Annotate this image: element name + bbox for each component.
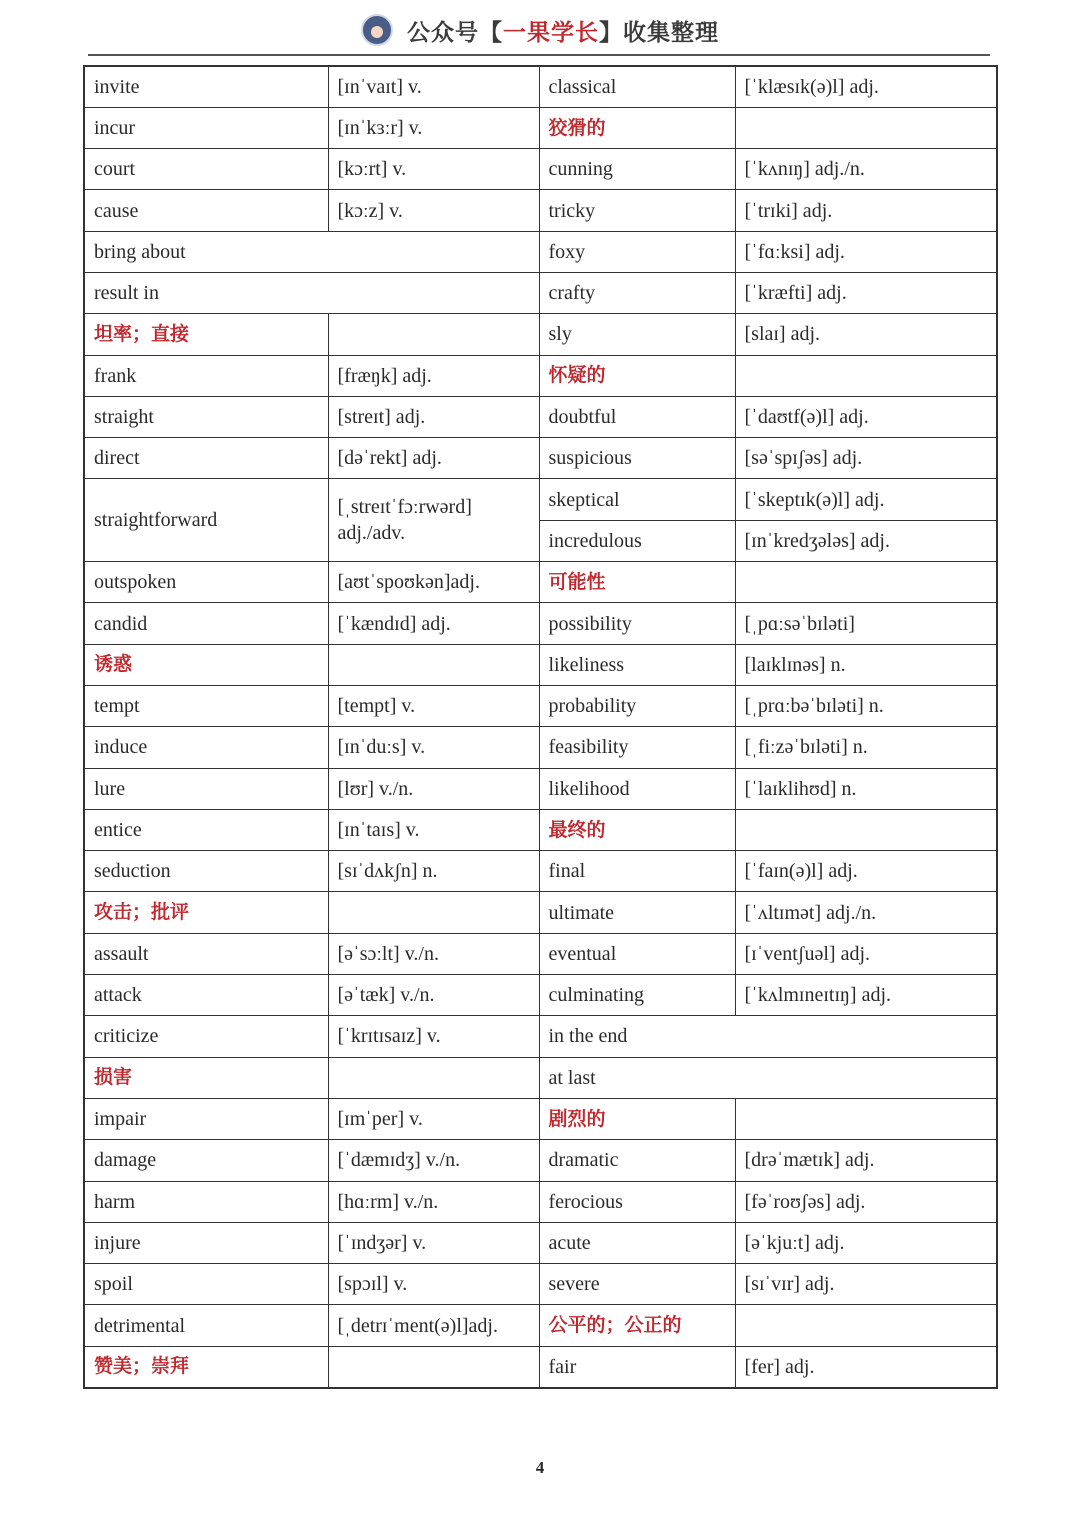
page-header <box>0 10 1080 50</box>
table-cell: ferocious <box>539 1181 735 1222</box>
table-row <box>84 1305 997 1346</box>
table-row <box>84 149 997 190</box>
table-cell: [ˈfaɪn(ə)l] adj. <box>735 851 997 892</box>
category-heading: 最终的 <box>539 809 735 850</box>
table-cell: incur <box>84 107 328 148</box>
table-row <box>84 1140 997 1181</box>
table-cell <box>328 644 539 685</box>
table-cell: final <box>539 851 735 892</box>
table-cell: straight <box>84 396 328 437</box>
table-row <box>84 272 997 313</box>
header-divider <box>88 54 990 56</box>
table-cell: [ˌprɑːbəˈbɪləti] n. <box>735 685 997 726</box>
category-heading: 狡猾的 <box>539 107 735 148</box>
table-cell: severe <box>539 1264 735 1305</box>
table-cell: [ɪnˈkredʒələs] adj. <box>735 520 997 561</box>
table-cell: induce <box>84 727 328 768</box>
table-cell: [ˈɪndʒər] v. <box>328 1222 539 1263</box>
category-heading: 诱惑 <box>84 644 328 685</box>
table-cell: detrimental <box>84 1305 328 1346</box>
table-cell: [aʊtˈspoʊkən]adj. <box>328 562 539 603</box>
table-cell: [ˈkræfti] adj. <box>735 272 997 313</box>
header-prefix: 公众号【 <box>407 19 503 46</box>
table-cell: [fəˈroʊʃəs] adj. <box>735 1181 997 1222</box>
table-row <box>84 975 997 1016</box>
table-cell: [lʊr] v./n. <box>328 768 539 809</box>
category-heading: 攻击；批评 <box>84 892 328 933</box>
table-cell: incredulous <box>539 520 735 561</box>
table-cell: entice <box>84 809 328 850</box>
table-cell: [drəˈmætɪk] adj. <box>735 1140 997 1181</box>
table-cell: [sɪˈvɪr] adj. <box>735 1264 997 1305</box>
table-cell: direct <box>84 438 328 479</box>
table-cell: likelihood <box>539 768 735 809</box>
category-heading: 赞美；崇拜 <box>84 1346 328 1387</box>
table-cell: [ˈlaɪklihʊd] n. <box>735 768 997 809</box>
table-cell: [ɪmˈper] v. <box>328 1098 539 1139</box>
category-heading: 怀疑的 <box>539 355 735 396</box>
table-cell: [dəˈrekt] adj. <box>328 438 539 479</box>
table-cell: [spɔɪl] v. <box>328 1264 539 1305</box>
vocabulary-table <box>83 65 998 1389</box>
table-row <box>84 809 997 850</box>
table-cell: lure <box>84 768 328 809</box>
table-cell: fair <box>539 1346 735 1387</box>
table-cell: [ˈfɑːksi] adj. <box>735 231 997 272</box>
table-cell: injure <box>84 1222 328 1263</box>
table-cell: [əˈtæk] v./n. <box>328 975 539 1016</box>
table-cell: bring about <box>84 231 539 272</box>
table-row <box>84 438 997 479</box>
header-brand: 一果学长 <box>503 19 599 46</box>
table-row <box>84 933 997 974</box>
table-row <box>84 685 997 726</box>
table-cell: feasibility <box>539 727 735 768</box>
table-cell: culminating <box>539 975 735 1016</box>
table-cell: [streɪt] adj. <box>328 396 539 437</box>
table-cell: [ˌstreɪtˈfɔːrwərd] adj./adv. <box>328 479 539 562</box>
table-row <box>84 727 997 768</box>
table-cell: [sɪˈdʌkʃn] n. <box>328 851 539 892</box>
table-cell: [tempt] v. <box>328 685 539 726</box>
table-cell: doubtful <box>539 396 735 437</box>
table-row <box>84 603 997 644</box>
table-cell: outspoken <box>84 562 328 603</box>
table-row <box>84 768 997 809</box>
table-cell: ultimate <box>539 892 735 933</box>
table-cell: tempt <box>84 685 328 726</box>
table-cell: crafty <box>539 272 735 313</box>
table-cell: [ˈdaʊtf(ə)l] adj. <box>735 396 997 437</box>
table-cell <box>735 562 997 603</box>
table-cell: criticize <box>84 1016 328 1057</box>
table-cell: straightforward <box>84 479 328 562</box>
table-cell <box>328 1057 539 1098</box>
table-cell: spoil <box>84 1264 328 1305</box>
table-cell: harm <box>84 1181 328 1222</box>
table-cell: [fræŋk] adj. <box>328 355 539 396</box>
table-cell: [ɪnˈduːs] v. <box>328 727 539 768</box>
table-row <box>84 851 997 892</box>
avatar-cartoon-icon <box>361 14 393 46</box>
table-cell: [ˈklæsɪk(ə)l] adj. <box>735 66 997 107</box>
table-row <box>84 1264 997 1305</box>
table-cell: sly <box>539 314 735 355</box>
table-cell <box>328 1346 539 1387</box>
page-number: 4 <box>535 1458 545 1477</box>
table-cell: [ˈkʌnɪŋ] adj./n. <box>735 149 997 190</box>
table-cell: cause <box>84 190 328 231</box>
table-cell: assault <box>84 933 328 974</box>
table-cell: [ˈskeptɪk(ə)l] adj. <box>735 479 997 520</box>
category-heading: 可能性 <box>539 562 735 603</box>
table-cell: acute <box>539 1222 735 1263</box>
table-cell: in the end <box>539 1016 997 1057</box>
table-cell: dramatic <box>539 1140 735 1181</box>
table-cell: [ɪnˈtaɪs] v. <box>328 809 539 850</box>
table-cell: [hɑːrm] v./n. <box>328 1181 539 1222</box>
table-cell: [kɔːrt] v. <box>328 149 539 190</box>
table-cell: [əˈsɔːlt] v./n. <box>328 933 539 974</box>
table-cell <box>328 314 539 355</box>
table-cell <box>328 892 539 933</box>
header-suffix: 】收集整理 <box>599 19 719 46</box>
table-cell: skeptical <box>539 479 735 520</box>
table-cell: candid <box>84 603 328 644</box>
table-row <box>84 190 997 231</box>
table-row <box>84 231 997 272</box>
table-row <box>84 562 997 603</box>
table-cell: [ˌdetrɪˈment(ə)l]adj. <box>328 1305 539 1346</box>
table-cell: impair <box>84 1098 328 1139</box>
table-cell: seduction <box>84 851 328 892</box>
table-cell: [səˈspɪʃəs] adj. <box>735 438 997 479</box>
table-cell: [ˈʌltɪmət] adj./n. <box>735 892 997 933</box>
table-cell: [ɪnˈkɜːr] v. <box>328 107 539 148</box>
table-cell <box>735 1305 997 1346</box>
table-cell: result in <box>84 272 539 313</box>
category-heading: 坦率；直接 <box>84 314 328 355</box>
table-cell: foxy <box>539 231 735 272</box>
table-cell: possibility <box>539 603 735 644</box>
table-cell: tricky <box>539 190 735 231</box>
table-cell: [fer] adj. <box>735 1346 997 1387</box>
table-cell: frank <box>84 355 328 396</box>
table-row <box>84 66 997 107</box>
vocabulary-table-body <box>84 66 997 1388</box>
table-cell <box>735 355 997 396</box>
table-row <box>84 314 997 355</box>
table-cell: eventual <box>539 933 735 974</box>
table-row <box>84 1222 997 1263</box>
table-row <box>84 1181 997 1222</box>
table-row <box>84 892 997 933</box>
table-cell: [slaɪ] adj. <box>735 314 997 355</box>
table-row <box>84 1057 997 1098</box>
table-cell: [laɪklɪnəs] n. <box>735 644 997 685</box>
table-cell <box>735 107 997 148</box>
table-cell: [ˌpɑːsəˈbɪləti] <box>735 603 997 644</box>
table-cell: [ˈtrɪki] adj. <box>735 190 997 231</box>
table-cell: [ɪnˈvaɪt] v. <box>328 66 539 107</box>
table-row <box>84 479 997 520</box>
table-cell: [əˈkjuːt] adj. <box>735 1222 997 1263</box>
table-row <box>84 107 997 148</box>
table-cell: [ˈkændɪd] adj. <box>328 603 539 644</box>
table-cell: suspicious <box>539 438 735 479</box>
table-cell: at last <box>539 1057 997 1098</box>
table-cell: [ˌfiːzəˈbɪləti] n. <box>735 727 997 768</box>
table-cell: invite <box>84 66 328 107</box>
table-cell: [ɪˈventʃuəl] adj. <box>735 933 997 974</box>
table-row <box>84 644 997 685</box>
table-cell <box>735 1098 997 1139</box>
table-cell <box>735 809 997 850</box>
table-cell: court <box>84 149 328 190</box>
table-cell: [ˈdæmɪdʒ] v./n. <box>328 1140 539 1181</box>
table-row <box>84 396 997 437</box>
table-row <box>84 355 997 396</box>
table-cell: [ˈkrɪtɪsaɪz] v. <box>328 1016 539 1057</box>
table-cell: likeliness <box>539 644 735 685</box>
table-row <box>84 1098 997 1139</box>
table-cell: attack <box>84 975 328 1016</box>
table-cell: probability <box>539 685 735 726</box>
category-heading: 损害 <box>84 1057 328 1098</box>
category-heading: 公平的；公正的 <box>539 1305 735 1346</box>
table-cell: [kɔːz] v. <box>328 190 539 231</box>
table-cell: cunning <box>539 149 735 190</box>
table-cell: classical <box>539 66 735 107</box>
table-cell: [ˈkʌlmɪneɪtɪŋ] adj. <box>735 975 997 1016</box>
table-row <box>84 1346 997 1387</box>
category-heading: 剧烈的 <box>539 1098 735 1139</box>
header-title <box>407 14 719 47</box>
table-row <box>84 1016 997 1057</box>
table-cell: damage <box>84 1140 328 1181</box>
